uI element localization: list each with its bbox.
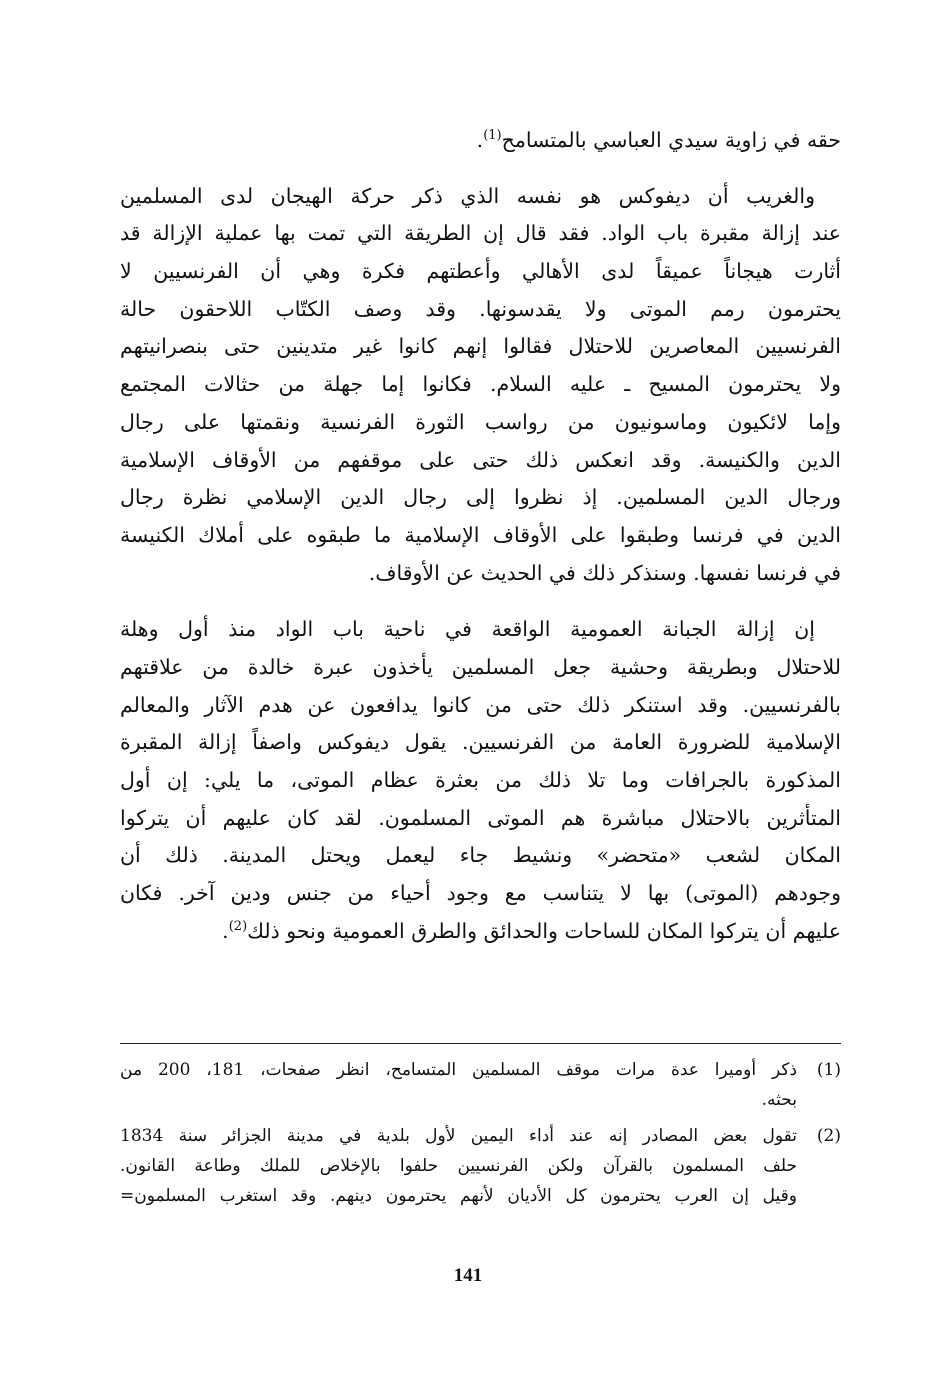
footnote-line: تقول بعض المصادر إنه عند أداء اليمين لأول بلدية في مدينة الجزائر سنة 1834: [120, 1126, 797, 1146]
footnote-number: (2): [816, 1126, 841, 1146]
text-line: الإسلامية للضرورة العامة من الفرنسيين. يقول ديفوكس واصفاً إزالة المقبرة: [120, 730, 841, 755]
text-line: الدين في فرنسا وطبقوا على الأوقاف الإسلامية ما طبقوه على أملاك الكنيسة: [120, 522, 841, 547]
footnote-divider: [120, 1043, 841, 1044]
text-line: عند إزالة مقبرة باب الواد. فقد قال إن الطريقة التي تمت بها عملية الإزالة قد: [120, 221, 841, 246]
text-line: المكان لشعب «متحضر» ونشيط جاء ليعمل ويحتل المدينة. ذلك أن: [120, 843, 841, 868]
text-line: إن إزالة الجبانة العمومية الواقعة في ناحية باب الواد منذ أول وهلة: [120, 617, 815, 642]
paragraph-2: [120, 178, 841, 593]
text-line: بالفرنسيين. وقد استنكر ذلك حتى من كانوا يدافعون عن هدم الآثار والمعالم: [120, 692, 841, 717]
text-line: المذكورة بالجرافات وما تلا ذلك من بعثرة عظام الموتى، ما يلي: إن أول: [120, 768, 841, 792]
page-number: 141: [453, 1265, 483, 1286]
text-line: المتأثرين بالاحتلال مباشرة هم الموتى المسلمون. لقد كان عليهم أن يتركوا: [120, 805, 841, 830]
footnote-line: حلف المسلمون بالقرآن ولكن الفرنسيين حلفوا بالإخلاص للملك وطاعة القانون.: [120, 1156, 797, 1176]
text-line: وإما لائكيون وماسونيون من رواسب الثورة الفرنسية ونقمتها على رجال: [120, 409, 841, 434]
footnote-ref-1: (1): [483, 128, 502, 144]
paragraph-continuation: [120, 122, 841, 160]
text-line: يحترمون رمم الموتى ولا يقدسونها. وقد وصف الكتّاب اللاحقون حالة: [120, 296, 841, 321]
text-line: ورجال الدين المسلمين. إذ نظروا إلى رجال الدين الإسلامي نظرة رجال: [120, 485, 841, 510]
footnote-1: [120, 1055, 841, 1115]
paragraph-3: [120, 611, 841, 950]
text-line: ولا يحترمون المسيح ـ عليه السلام. فكانوا إما جهلة من حثالات المجتمع: [120, 372, 841, 397]
text-line: في فرنسا نفسها. وسنذكر ذلك في الحديث عن الأوقاف.: [368, 560, 841, 585]
text-line: الفرنسيين المعاصرين للاحتلال فقالوا إنهم كانوا غير متدينين حتى بنصرانيتهم: [120, 334, 841, 359]
text-line: حقه في زاوية سيدي العباسي بالمتسامح$^{(1)}$.: [476, 128, 841, 152]
text-line: عليهم أن يتركوا المكان للساحات والحدائق والطرق العمومية ونحو ذلك$^{(2)}$.: [222, 918, 841, 943]
text-line: للاحتلال وبطريقة وحشية جعل المسلمين يأخذون عبرة خالدة من علاقتهم: [120, 654, 841, 679]
text-line: وجودهم (الموتى) بها لا يتناسب مع وجود أحياء من جنس ودين آخر. فكان: [120, 881, 841, 906]
footnote-line: وقيل إن العرب يحترمون كل الأديان لأنهم يحترمون دينهم. وقد استغرب المسلمون=: [120, 1186, 797, 1206]
footnote-ref-2: (2): [228, 918, 248, 934]
footnote-line: ذكر أوميرا عدة مرات موقف المسلمين المتسامح، انظر صفحات، 181، 200 من: [120, 1060, 797, 1080]
main-text: [120, 122, 841, 969]
text-line: الدين والكنيسة. وقد انعكس ذلك حتى على موقفهم من الأوقاف الإسلامية: [120, 447, 841, 472]
footnote-number: (1): [816, 1060, 841, 1080]
footnotes: [120, 1055, 841, 1217]
text-line: والغريب أن ديفوكس هو نفسه الذي ذكر حركة الهيجان لدى المسلمين: [120, 183, 815, 208]
footnote-2: [120, 1121, 841, 1211]
text-line: أثارت هيجاناً عميقاً لدى الأهالي وأعطتهم فكرة وهي أن الفرنسيين لا: [120, 259, 841, 284]
footnote-line: بحثه.: [761, 1090, 797, 1110]
